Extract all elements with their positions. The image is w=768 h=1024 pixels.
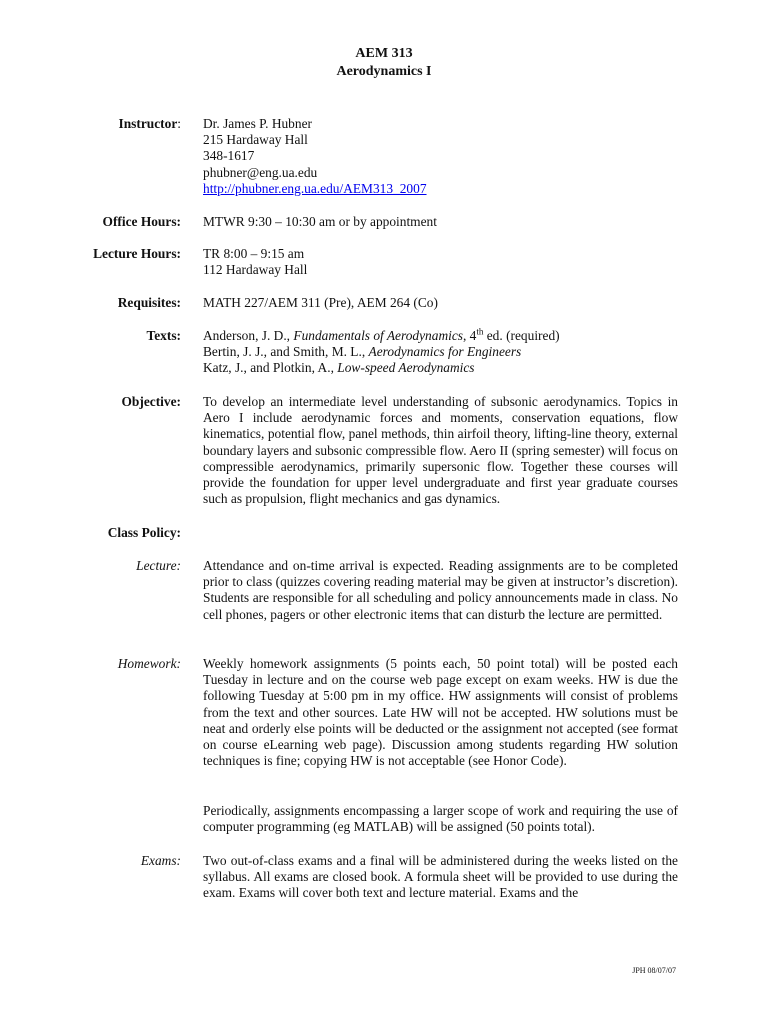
lecture-room: 112 Hardaway Hall — [203, 262, 308, 278]
homework-programming-text: Periodically, assignments encompassing a larger scope of work and requiring the use of computer programming (eg MATLAB) will be assigned (50 points total). — [203, 803, 678, 835]
homework-policy-text: Weekly homework assignments (5 points each, 50 point total) will be posted each Tuesday in lecture and on the course web page except on exam weeks. HW is due the following Tuesday at 5:00 pm in my office. HW assignments will consist of problems from the text and other sources. Late HW will not be accepted. HW solutions must be neat and orderly else points will be deducted or the assignment not accepted (see format on course eLearning web page). Discussion among students regarding HW solution techniques is fine; copying HW is not acceptable (see Honor Code). — [203, 656, 678, 769]
course-code: AEM 313 — [355, 46, 413, 61]
text-book-1: Anderson, J. D., Fundamentals of Aerodynamics, 4th ed. (required) — [203, 326, 560, 343]
course-name: Aerodynamics I — [336, 64, 432, 79]
lecture-time: TR 8:00 – 9:15 am — [203, 246, 305, 261]
instructor-email: phubner@eng.ua.edu — [203, 164, 318, 180]
texts-label: Texts: — [146, 328, 181, 343]
course-website-link[interactable]: http://phubner.eng.ua.edu/AEM313_2007 — [203, 180, 427, 196]
text-book-3: Katz, J., and Plotkin, A., Low-speed Aerodynamics — [203, 360, 475, 376]
instructor-label: Instructor: — [118, 116, 181, 131]
requisites-label: Requisites: — [117, 295, 181, 310]
class-policy-label: Class Policy: — [107, 525, 181, 540]
objective-text: To develop an intermediate level understanding of subsonic aerodynamics. Topics in Aero I include aerodynamic forces and moments, conservation equations, flow kinematics, potential flow, panel methods, thin airfoil theory, lifting-line theory, external boundary layers and subsonic compressible flow. Aero II (spring semester) will focus on compressible aerodynamics, primarily supersonic flow. Together these courses will provide the foundation for upper level undergraduate and first year graduate courses such as propulsion, flight mechanics and gas dynamics. — [203, 394, 678, 507]
exams-policy-label: Exams: — [140, 853, 181, 868]
text-book-2: Bertin, J. J., and Smith, M. L., Aerodynamics for Engineers — [203, 344, 522, 360]
office-hours-label: Office Hours: — [102, 214, 181, 229]
objective-label: Objective: — [121, 394, 181, 409]
exams-policy-text: Two out-of-class exams and a final will be administered during the weeks listed on the syllabus. All exams are closed book. A formula sheet will be provided to use during the exam. Exams will cover both text and lecture material. Exams and the — [203, 853, 678, 901]
requisites-value: MATH 227/AEM 311 (Pre), AEM 264 (Co) — [203, 295, 438, 310]
instructor-office: 215 Hardaway Hall — [203, 132, 308, 148]
lecture-hours-label: Lecture Hours: — [93, 246, 181, 261]
lecture-policy-label: Lecture: — [136, 558, 181, 573]
homework-policy-label: Homework: — [117, 656, 181, 671]
office-hours-value: MTWR 9:30 – 10:30 am or by appointment — [203, 214, 437, 229]
instructor-phone: 348-1617 — [203, 148, 255, 164]
footer-initials-date: JPH 08/07/07 — [632, 966, 676, 975]
instructor-name: Dr. James P. Hubner — [203, 116, 312, 131]
lecture-policy-text: Attendance and on-time arrival is expected. Reading assignments are to be completed prior to class (quizzes covering reading material may be given at instructor’s discretion). Students are responsible for all scheduling and policy announcements made in class. No cell phones, pagers or other electronic items that can disturb the lecture are permitted. — [203, 558, 678, 622]
